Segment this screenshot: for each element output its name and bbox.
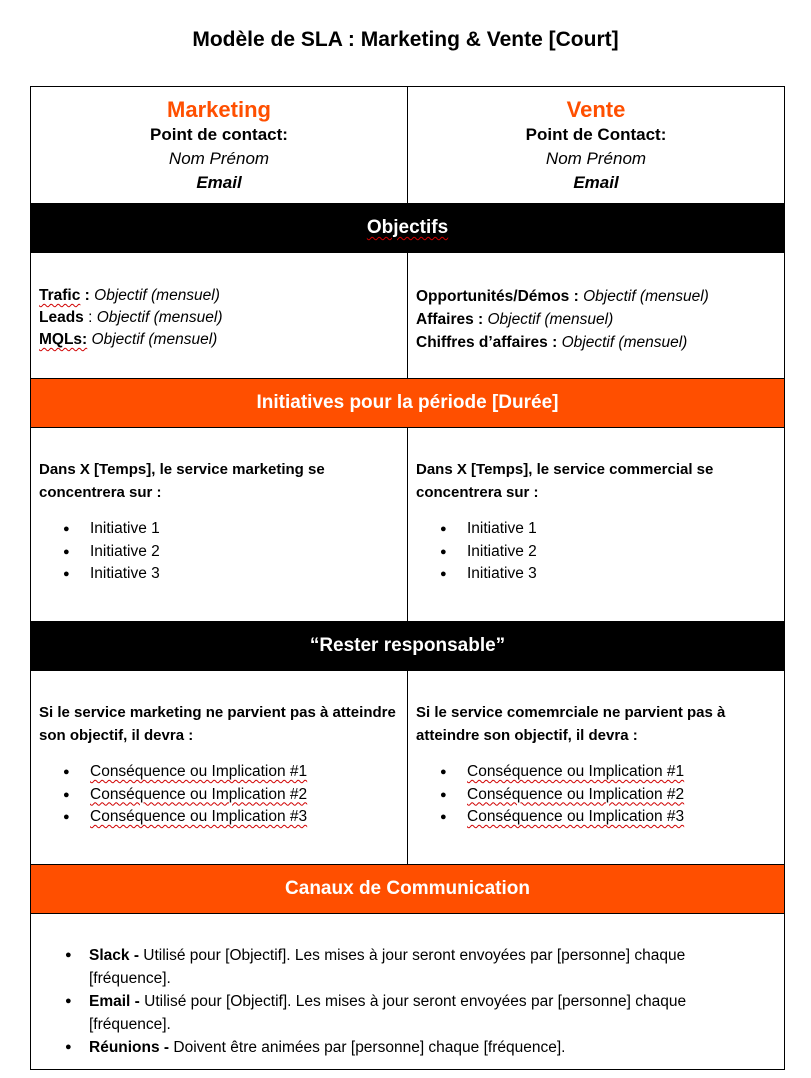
consequence-text: Conséquence ou Implication #2 [90,785,308,803]
objective-value: Objectif (mensuel) [561,334,688,351]
marketing-contact-email: Email [196,173,242,192]
sales-responsible-cell [408,671,785,865]
marketing-initiatives-list [39,518,399,586]
sales-objective-row [416,331,776,354]
channel-dash: - [159,1039,174,1056]
consequence-text: Conséquence ou Implication #3 [90,808,308,825]
sales-initiatives-cell [408,428,785,622]
sales-header-cell [408,87,785,204]
sales-responsible-intro: Si le service comemrciale ne parvient pas à atteindre son objectif, il devra : [416,704,726,744]
marketing-contact-name: Nom Prénom [168,149,270,168]
channel-item [65,944,764,990]
objective-label: Opportunités/Démos [416,288,570,305]
sales-title: Vente [566,97,626,122]
objective-value: Objectif (mensuel) [91,331,218,348]
channel-item [65,990,764,1036]
channel-dash: - [130,993,145,1010]
list-item: ● Initiative 3 [63,563,399,586]
list-item: ● Initiative 1 [63,518,399,541]
marketing-contact-label: Point de contact: [150,125,288,144]
channels-cell [31,914,785,1070]
objective-separator: : [80,287,95,304]
channel-name: Réunions [89,1039,160,1056]
objectives-section-header [31,204,785,253]
channel-text: Utilisé pour [Objectif]. Les mises à jour seront envoyées par [personne] chaque [fréquence]. [89,993,687,1033]
sales-objective-row [416,285,776,308]
sales-initiatives-list [416,518,776,586]
objective-label: Chiffres d’affaires [416,334,548,351]
consequence-text: Conséquence ou Implication #2 [467,785,685,803]
consequence-text: Conséquence ou Implication #1 [90,763,308,780]
sales-objective-row [416,308,776,331]
channels-section-header: Canaux de Communication [31,865,785,914]
initiatives-section-header: Initiatives pour la période [Durée] [31,379,785,428]
objective-label: MQLs: [39,331,88,348]
consequence-text: Conséquence ou Implication #3 [467,808,685,825]
marketing-objectives-cell [31,253,408,379]
sales-contact-label: Point de Contact: [525,125,667,144]
objective-value: Objectif (mensuel) [94,287,220,304]
responsible-section-header: “Rester responsable” [31,622,785,671]
objective-value: Objectif (mensuel) [583,288,709,305]
sales-initiatives-intro: Dans X [Temps], le service commercial se concentrera sur : [416,461,714,501]
sales-objectives-cell [408,253,785,379]
objective-label: Trafic [39,287,81,304]
objective-value: Objectif (mensuel) [96,309,223,326]
document-title: Modèle de SLA : Marketing & Vente [Court] [192,28,619,51]
marketing-responsible-intro: Si le service marketing ne parvient pas à atteindre son objectif, il devra : [39,704,396,744]
list-item: ● Initiative 1 [440,518,776,541]
list-item [63,784,399,807]
channel-name: Slack [89,947,130,964]
channel-name: Email [89,993,131,1010]
objective-value: Objectif (mensuel) [487,311,614,328]
objective-label: Affaires [416,311,474,328]
list-item [63,761,399,784]
channel-item [65,1036,764,1059]
objective-separator: : [473,311,488,328]
marketing-consequences-list [39,761,399,829]
list-item [440,761,776,784]
marketing-responsible-cell [31,671,408,865]
channels-list [65,944,764,1059]
marketing-initiatives-cell [31,428,408,622]
objectives-section-title: Objectifs [366,217,449,238]
list-item [440,784,776,807]
marketing-initiatives-intro: Dans X [Temps], le service marketing se concentrera sur : [39,461,325,501]
list-item [63,806,399,829]
consequence-text: Conséquence ou Implication #1 [467,763,685,780]
sla-table [30,86,785,1070]
sales-consequences-list [416,761,776,829]
marketing-header-cell [31,87,408,204]
marketing-objective-row [39,307,399,329]
marketing-objective-row [39,285,399,307]
list-item: ● Initiative 2 [63,541,399,564]
objective-separator: : [83,309,97,326]
marketing-objective-row [39,329,399,351]
list-item [440,806,776,829]
channel-text: Doivent être animées par [personne] chaque [fréquence]. [173,1039,566,1056]
channel-text: Utilisé pour [Objectif]. Les mises à jour seront envoyées par [personne] chaque [fréquence]. [89,947,686,987]
list-item: ● Initiative 2 [440,541,776,564]
list-item: ● Initiative 3 [440,563,776,586]
objective-separator: : [569,288,584,305]
channel-dash: - [129,947,144,964]
sales-contact-name: Nom Prénom [545,149,647,168]
objective-separator: : [547,334,562,351]
sales-contact-email: Email [573,173,619,192]
objective-label: Leads [39,309,84,326]
marketing-title: Marketing [167,97,271,122]
